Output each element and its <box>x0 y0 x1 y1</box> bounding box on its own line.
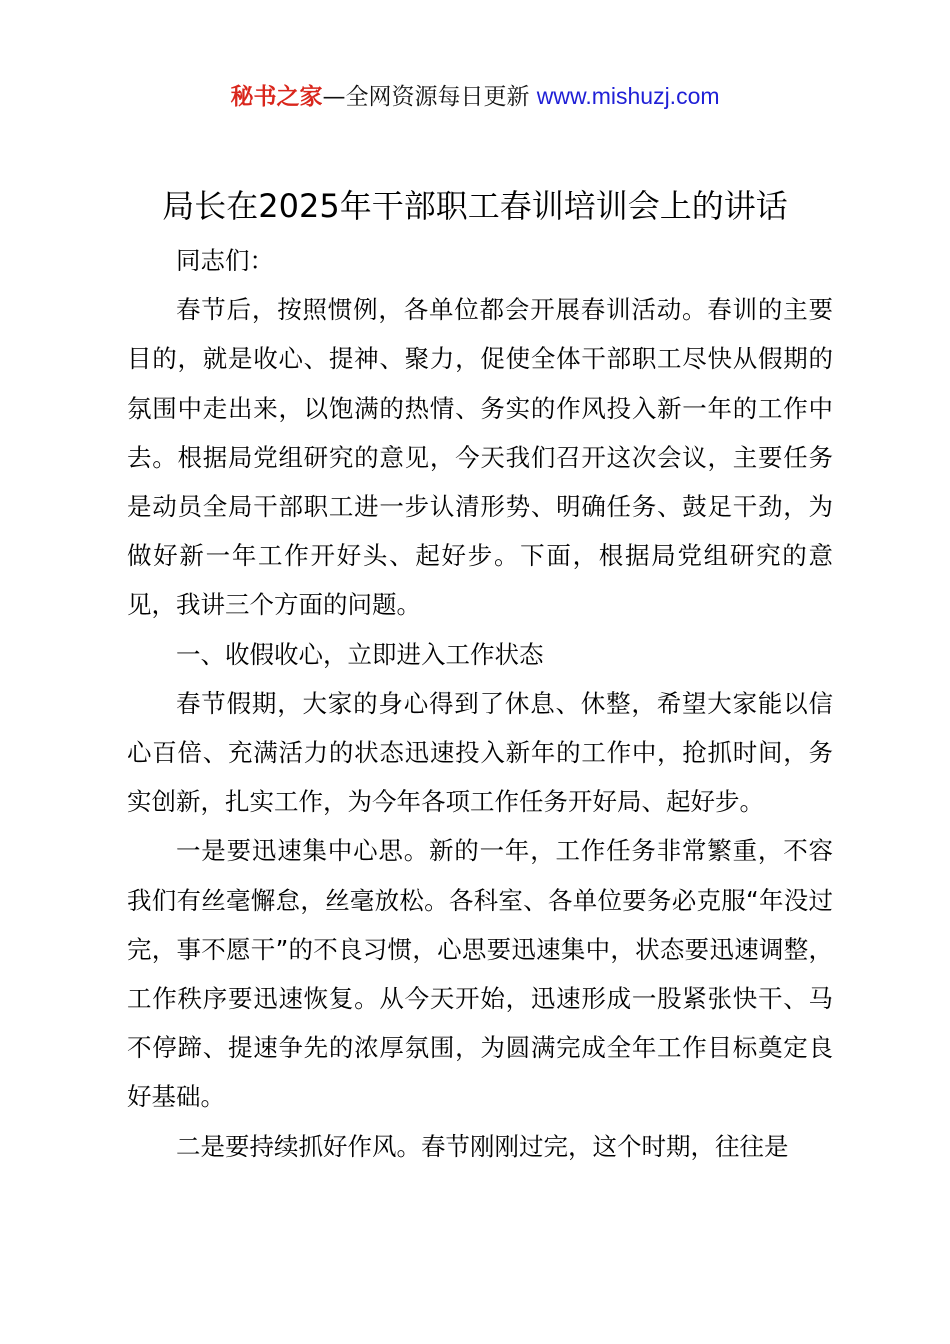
paragraph: 一是要迅速集中心思。新的一年，工作任务非常繁重，不容我们有丝毫懈怠，丝毫放松。各科室、各单位要务必克服“年没过完，事不愿干”的不良习惯，心思要迅速集中，状态要迅速调整，工作秩序要迅速恢复。从今天开始，迅速形成一股紧张快干、马不停蹄、提速争先的浓厚氛围，为圆满完成全年工作目标奠定良好基础。 <box>127 836 833 1112</box>
paragraph-intro: 春节后，按照惯例，各单位都会开展春训活动。春训的主要目的，就是收心、提神、聚力，促使全体干部职工尽快从假期的氛围中走出来，以饱满的热情、务实的作风投入新一年的工作中去。根据局党组研究的意见，今天我们召开这次会议，主要任务是动员全局干部职工进一步认清形势、明确任务、鼓足干劲，为做好新一年工作开好头、起好步。下面，根据局党组研究的意见，我讲三个方面的问题。 <box>127 295 833 620</box>
document-header <box>0 78 950 115</box>
site-tagline: —全网资源每日更新 <box>322 84 530 110</box>
document-body <box>127 236 833 1171</box>
paragraph: 春节假期，大家的身心得到了休息、休整，希望大家能以信心百倍、充满活力的状态迅速投入新年的工作中，抢抓时间，务实创新，扎实工作，为今年各项工作任务开好局、起好步。 <box>127 688 833 817</box>
section-heading-1: 一、收假收心，立即进入工作状态 <box>176 639 544 669</box>
document-title: 局长在2025年干部职工春训培训会上的讲话 <box>162 187 788 225</box>
paragraph: 二是要持续抓好作风。春节刚刚过完，这个时期，往往是 <box>176 1131 789 1161</box>
salutation: 同志们： <box>176 246 274 275</box>
site-brand: 秘书之家 <box>230 84 323 110</box>
site-url: www.mishuzj.com <box>536 83 720 109</box>
